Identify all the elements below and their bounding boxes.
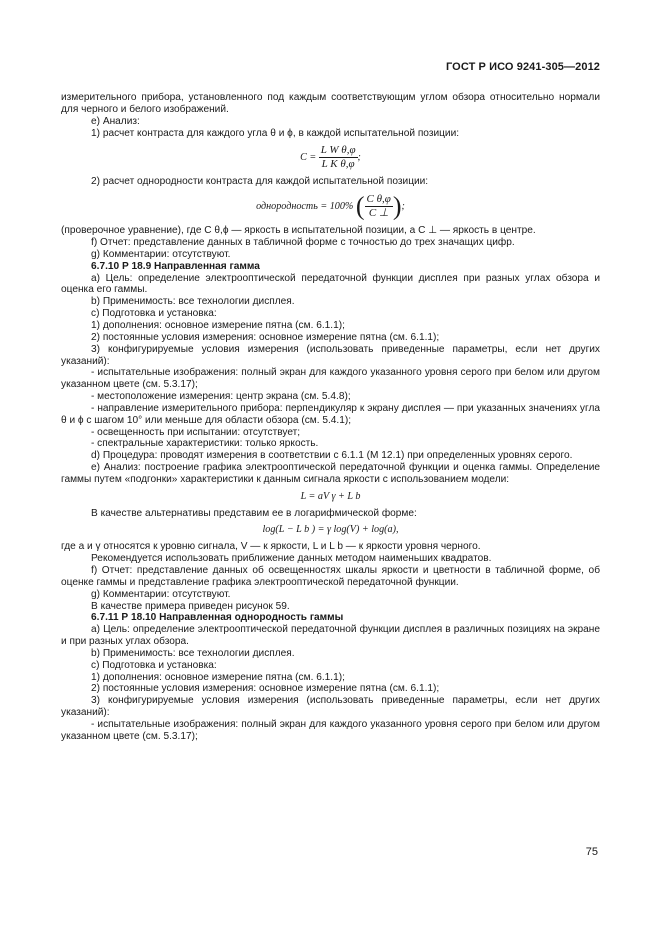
paragraph: 1) дополнения: основное измерение пятна (см. 6.1.1);: [91, 319, 345, 331]
paragraph: 2) постоянные условия измерения: основное измерение пятна (см. 6.1.1);: [91, 683, 440, 695]
formula-gamma-log: log(L − L b ) = γ log(V) + log(a),: [262, 524, 399, 536]
list-item: - испытательные изображения: полный экран для каждого указанного уровня серого при белом или другом указанном цвете (см. 5.3.17);: [61, 718, 600, 742]
fraction: $\frac{\text{L W θ,φ}}{\text{L K θ,φ}}$: [320, 144, 356, 171]
paragraph: 3) конфигурируемые условия измерения (использовать приведенные параметры, если нет других указаний):: [61, 695, 600, 719]
list-item: - испытательные изображения: полный экран для каждого указанного уровня серого при белом или другом указанном цвете (см. 5.3.17);: [61, 367, 600, 391]
fraction: $\frac{\text{C θ,φ}}{C \perp}$: [366, 193, 391, 220]
paragraph: e) Анализ:: [91, 115, 140, 127]
paragraph: g) Комментарии: отсутствуют.: [91, 248, 231, 260]
paragraph: c) Подготовка и установка:: [91, 308, 217, 320]
paragraph: 1) дополнения: основное измерение пятна (см. 6.1.1);: [91, 671, 345, 683]
list-item: - спектральные характеристики: только яркость.: [91, 438, 319, 450]
formula-uniformity: однородность = 100% ( $\frac{\text{C θ,φ}}{C \perp}$ );: [256, 191, 405, 221]
paragraph: 2) постоянные условия измерения: основное измерение пятна (см. 6.1.1);: [91, 331, 440, 343]
standard-header: ГОСТ Р ИСО 9241-305—2012: [445, 61, 600, 73]
paragraph: 1) расчет контраста для каждого угла θ и ϕ, в каждой испытательной позиции:: [91, 127, 460, 139]
paragraph: c) Подготовка и установка:: [91, 659, 217, 671]
list-item: - местоположение измерения: центр экрана (см. 5.4.8);: [91, 391, 351, 403]
paragraph: g) Комментарии: отсутствуют.: [91, 588, 231, 600]
section-heading: 6.7.11 Р 18.10 Направленная однородность гаммы: [91, 612, 344, 624]
paragraph: f) Отчет: представление данных об освещенностях шкалы яркости и цветности в табличной форме, об оценке гаммы и представление графика электрооптической передаточной функции.: [61, 565, 600, 588]
paragraph: b) Применимость: все технологии дисплея.: [91, 296, 295, 308]
paragraph: (проверочное уравнение), где C θ,ϕ — яркость в испытательной позиции, а C ⊥ — яркость в центре.: [61, 225, 536, 237]
document-body: [61, 92, 600, 743]
page-number: 75: [585, 846, 598, 858]
paragraph: где a и γ относятся к уровню сигнала, V — к яркости, L и L b — к яркости уровня черного.: [61, 541, 481, 553]
paragraph: e) Анализ: построение графика электрооптической передаточной функции и оценка гаммы. Определение гаммы путем «подгонки» характеристики к данным сигнала яркости с использованием модели:: [61, 462, 600, 485]
paragraph: 2) расчет однородности контраста для каждой испытательной позиции:: [91, 176, 429, 188]
paragraph: f) Отчет: представление данных в табличной форме с точностью до трех значащих цифр.: [91, 237, 515, 249]
paragraph: В качестве альтернативы представим ее в логарифмической форме:: [91, 507, 417, 519]
formula-contrast: C = $\frac{\text{L W θ,φ}}{\text{L K θ,φ}}$ ;: [300, 144, 361, 171]
paragraph: измерительного прибора, установленного под каждым соответствующим углом обзора относительно нормали для черного и белого изображений.: [61, 92, 600, 115]
paragraph: a) Цель: определение электрооптической передаточной функции дисплея в различных позициях на экране и при разных углах обзора.: [61, 624, 600, 648]
list-item: - освещенность при испытании: отсутствует;: [91, 426, 301, 438]
list-item: - направление измерительного прибора: перпендикуляр к экрану дисплея — при указанных значениях угла θ и ϕ с шагом 10° или меньше для области обзора (см. 5.4.1);: [61, 402, 600, 426]
formula-gamma-model: L = aV γ + L b: [300, 490, 361, 502]
paragraph: a) Цель: определение электрооптической передаточной функции дисплея при разных углах обзора и оценка его гаммы.: [61, 272, 600, 296]
paragraph: В качестве примера приведен рисунок 59.: [91, 600, 290, 612]
paragraph: 3) конфигурируемые условия измерения (использовать приведенные параметры, если нет других указаний):: [61, 343, 600, 367]
paragraph: d) Процедура: проводят измерения в соответствии с 6.1.1 (М 12.1) при определенных уровнях серого.: [91, 450, 573, 462]
paragraph: b) Применимость: все технологии дисплея.: [91, 647, 295, 659]
paragraph: Рекомендуется использовать приближение данных методом наименьших квадратов.: [91, 553, 492, 565]
section-heading: 6.7.10 Р 18.9 Направленная гамма: [91, 260, 260, 272]
